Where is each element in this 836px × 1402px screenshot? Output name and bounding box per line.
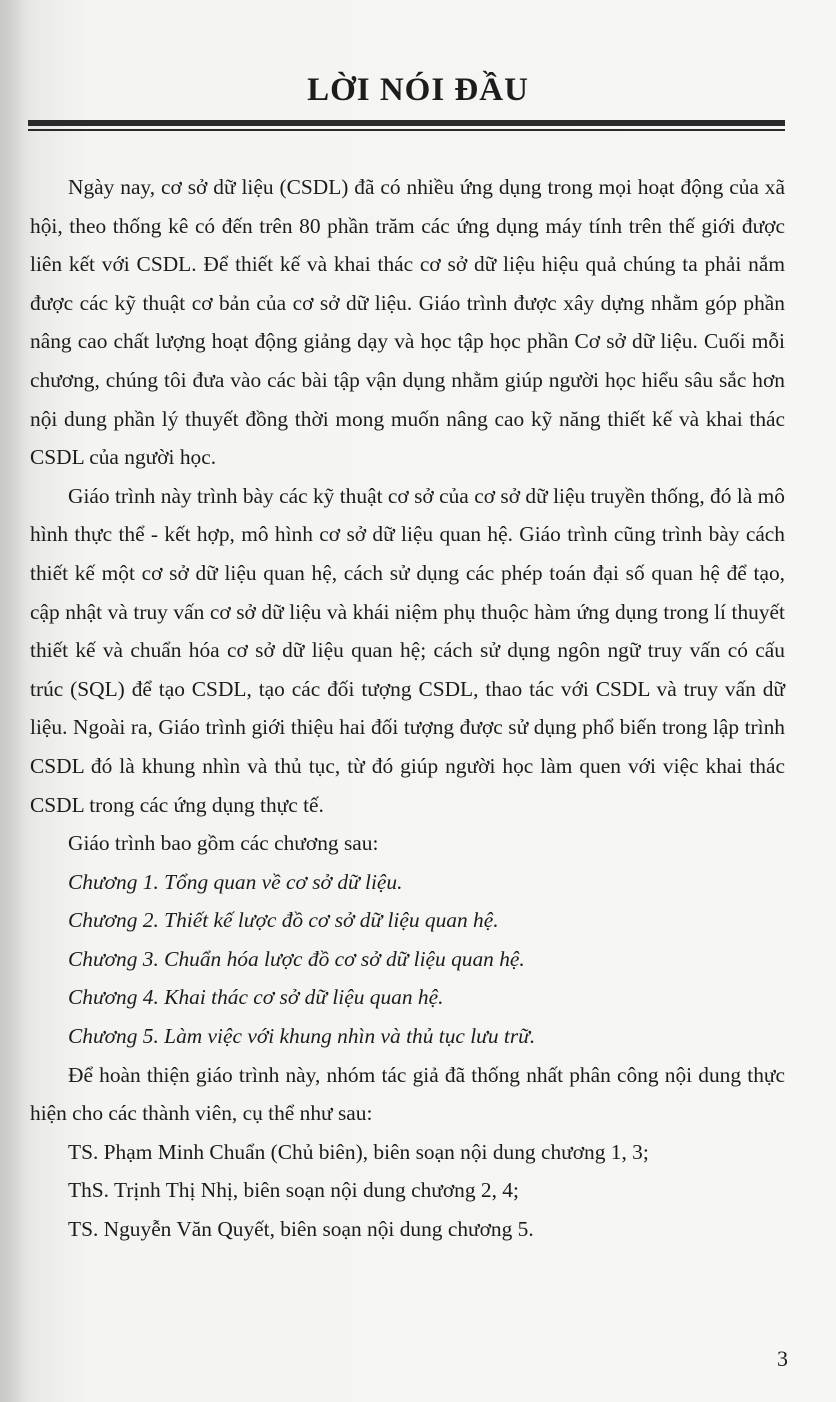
page-title: LỜI NÓI ĐẦU (307, 72, 529, 108)
chapter-item: Chương 2. Thiết kế lược đồ cơ sở dữ liệu quan hệ. (68, 908, 499, 933)
author-item: TS. Phạm Minh Chuẩn (Chủ biên), biên soạn nội dung chương 1, 3; (68, 1139, 649, 1164)
chapter-item: Chương 3. Chuẩn hóa lược đồ cơ sở dữ liệu quan hệ. (68, 946, 525, 971)
page-number: 3 (777, 1346, 788, 1371)
chapter-item: Chương 4. Khai thác cơ sở dữ liệu quan hệ. (68, 985, 444, 1010)
chapter-item: Chương 5. Làm việc với khung nhìn và thủ tục lưu trữ. (68, 1024, 536, 1049)
author-item: TS. Nguyễn Văn Quyết, biên soạn nội dung chương 5. (68, 1217, 534, 1242)
paragraph-chapters-intro: Giáo trình bao gồm các chương sau: (68, 831, 379, 856)
paragraph-intro: Ngày nay, cơ sở dữ liệu (CSDL) đã có nhiều ứng dụng trong mọi hoạt động của xã hội, theo thống kê có đến trên 80 phần trăm các ứng dụng máy tính trên thế giới được liên kết với CSDL. Để thiết kế và khai thác cơ sở dữ liệu hiệu quả chúng ta phải nắm được các kỹ thuật cơ bản của cơ sở dữ liệu. Giáo trình được xây dựng nhằm góp phần nâng cao chất lượng hoạt động giảng dạy và học tập học phần Cơ sở dữ liệu. Cuối mỗi chương, chúng tôi đưa vào các bài tập vận dụng nhằm giúp người học hiểu sâu sắc hơn nội dung phần lý thuyết đồng thời mong muốn nâng cao kỹ năng thiết kế và khai thác CSDL của người học. (30, 175, 785, 470)
author-list (30, 1133, 785, 1249)
binding-shadow (0, 0, 26, 1402)
title-rule-thick (28, 120, 785, 126)
paragraph-assignment: Để hoàn thiện giáo trình này, nhóm tác giả đã thống nhất phân công nội dung thực hiện cho các thành viên, cụ thể như sau: (30, 1062, 785, 1126)
title-rule-thin (28, 129, 785, 131)
chapter-list (30, 863, 785, 1056)
paragraph-content: Giáo trình này trình bày các kỹ thuật cơ sở của cơ sở dữ liệu truyền thống, đó là mô hình thực thể - kết hợp, mô hình cơ sở dữ liệu quan hệ. Giáo trình cũng trình bày cách thiết kế một cơ sở dữ liệu quan hệ, cách sử dụng các phép toán đại số quan hệ để tạo, cập nhật và truy vấn cơ sở dữ liệu và khái niệm phụ thuộc hàm ứng dụng trong lí thuyết thiết kế và chuẩn hóa cơ sở dữ liệu quan hệ; cách sử dụng ngôn ngữ truy vấn có cấu trúc (SQL) để tạo CSDL, tạo các đối tượng CSDL, thao tác với CSDL và truy vấn dữ liệu. Ngoài ra, Giáo trình giới thiệu hai đối tượng được sử dụng phổ biến trong lập trình CSDL đó là khung nhìn và thủ tục, từ đó giúp người học làm quen với việc khai thác CSDL trong các ứng dụng thực tế. (30, 483, 785, 817)
body-text (30, 168, 785, 1249)
chapter-item: Chương 1. Tổng quan về cơ sở dữ liệu. (68, 869, 403, 894)
author-item: ThS. Trịnh Thị Nhị, biên soạn nội dung chương 2, 4; (68, 1178, 519, 1203)
